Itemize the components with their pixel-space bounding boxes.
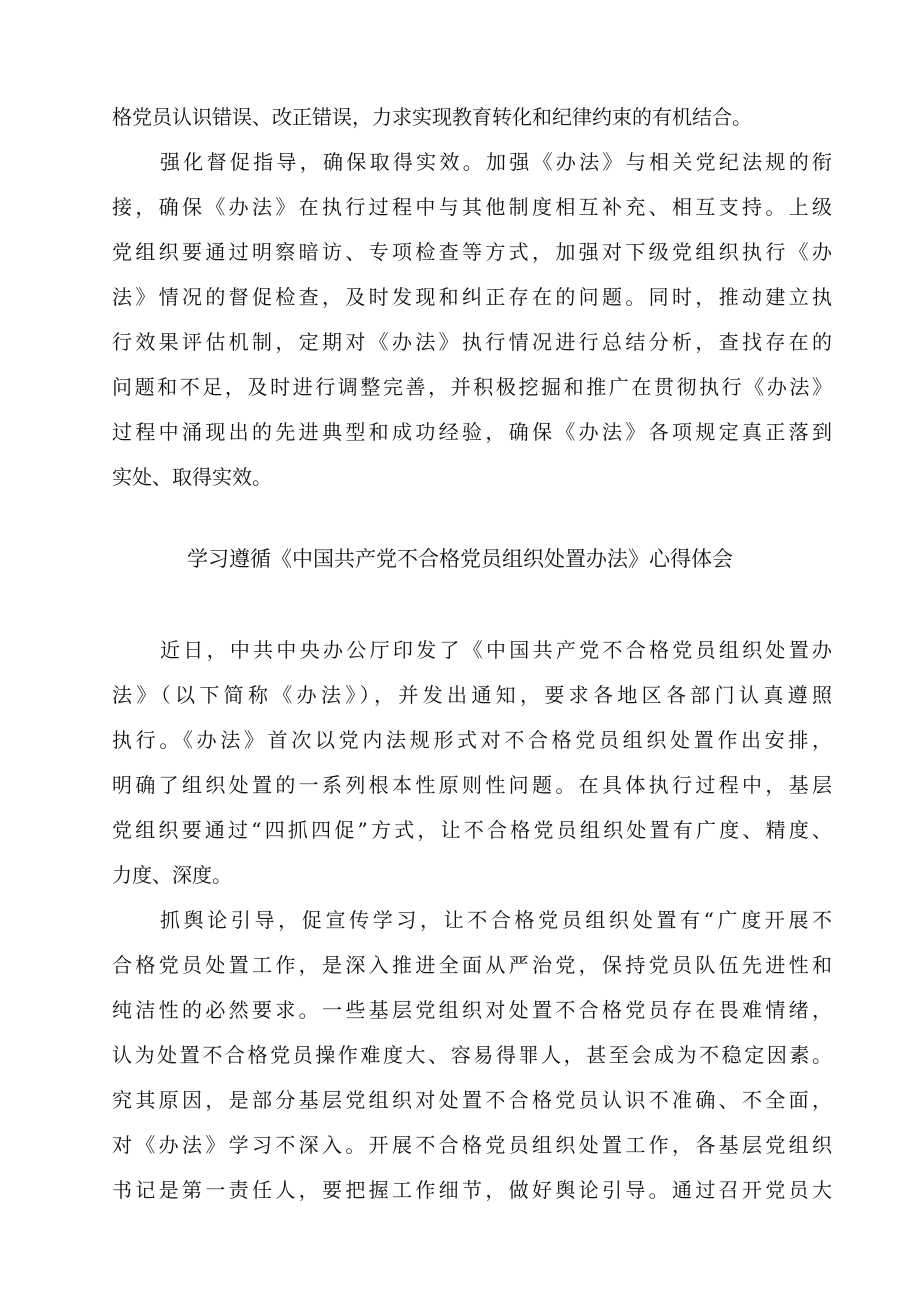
paragraph-line: 力度、深度。 — [112, 863, 232, 887]
paragraph-line: 接，确保《办法》在执行过程中与其他制度相互补充、相互支持。上级 — [112, 195, 832, 219]
paragraph-line: 实处、取得实效。 — [112, 465, 272, 489]
paragraph-line: 近日，中共中央办公厅印发了《中国共产党不合格党员组织处置办 — [160, 638, 832, 662]
paragraph-line: 党组织要通过明察暗访、专项检查等方式，加强对下级党组织执行《办 — [112, 240, 832, 264]
paragraph-line: 行效果评估机制，定期对《办法》执行情况进行总结分析，查找存在的 — [112, 330, 832, 354]
paragraph-line: 强化督促指导，确保取得实效。加强《办法》与相关党纪法规的衔 — [160, 150, 832, 174]
paragraph-line: 明确了组织处置的一系列根本性原则性问题。在具体执行过程中，基层 — [112, 773, 832, 797]
paragraph-line: 书记是第一责任人，要把握工作细节，做好舆论引导。通过召开党员大 — [112, 1178, 832, 1202]
section-heading: 学习遵循《中国共产党不合格党员组织处置办法》心得体会 — [187, 547, 733, 571]
paragraph-line: 纯洁性的必然要求。一些基层党组织对处置不合格党员存在畏难情绪， — [112, 998, 832, 1022]
paragraph-line: 对《办法》学习不深入。开展不合格党员组织处置工作，各基层党组织 — [112, 1133, 832, 1157]
paragraph-line: 合格党员处置工作，是深入推进全面从严治党，保持党员队伍先进性和 — [112, 953, 832, 977]
paragraph-line: 法》（以下简称《办法》），并发出通知，要求各地区各部门认真遵照 — [112, 683, 832, 707]
paragraph-line: 党组织要通过“四抓四促”方式，让不合格党员组织处置有广度、精度、 — [112, 818, 832, 842]
paragraph-line: 究其原因，是部分基层党组织对处置不合格党员认识不准确、不全面， — [112, 1088, 832, 1112]
paragraph-line: 认为处置不合格党员操作难度大、容易得罪人，甚至会成为不稳定因素。 — [112, 1043, 832, 1067]
paragraph-line: 执行。《办法》首次以党内法规形式对不合格党员组织处置作出安排， — [112, 728, 832, 752]
paragraph-line: 抓舆论引导，促宣传学习，让不合格党员组织处置有“广度开展不 — [160, 908, 832, 932]
paragraph-line: 过程中涌现出的先进典型和成功经验，确保《办法》各项规定真正落到 — [112, 420, 832, 444]
paragraph-line: 法》情况的督促检查，及时发现和纠正存在的问题。同时，推动建立执 — [112, 285, 832, 309]
paragraph-line: 格党员认识错误、改正错误，力求实现教育转化和纪律约束的有机结合。 — [112, 105, 752, 129]
paragraph-line: 问题和不足，及时进行调整完善，并积极挖掘和推广在贯彻执行《办法》 — [112, 375, 832, 399]
